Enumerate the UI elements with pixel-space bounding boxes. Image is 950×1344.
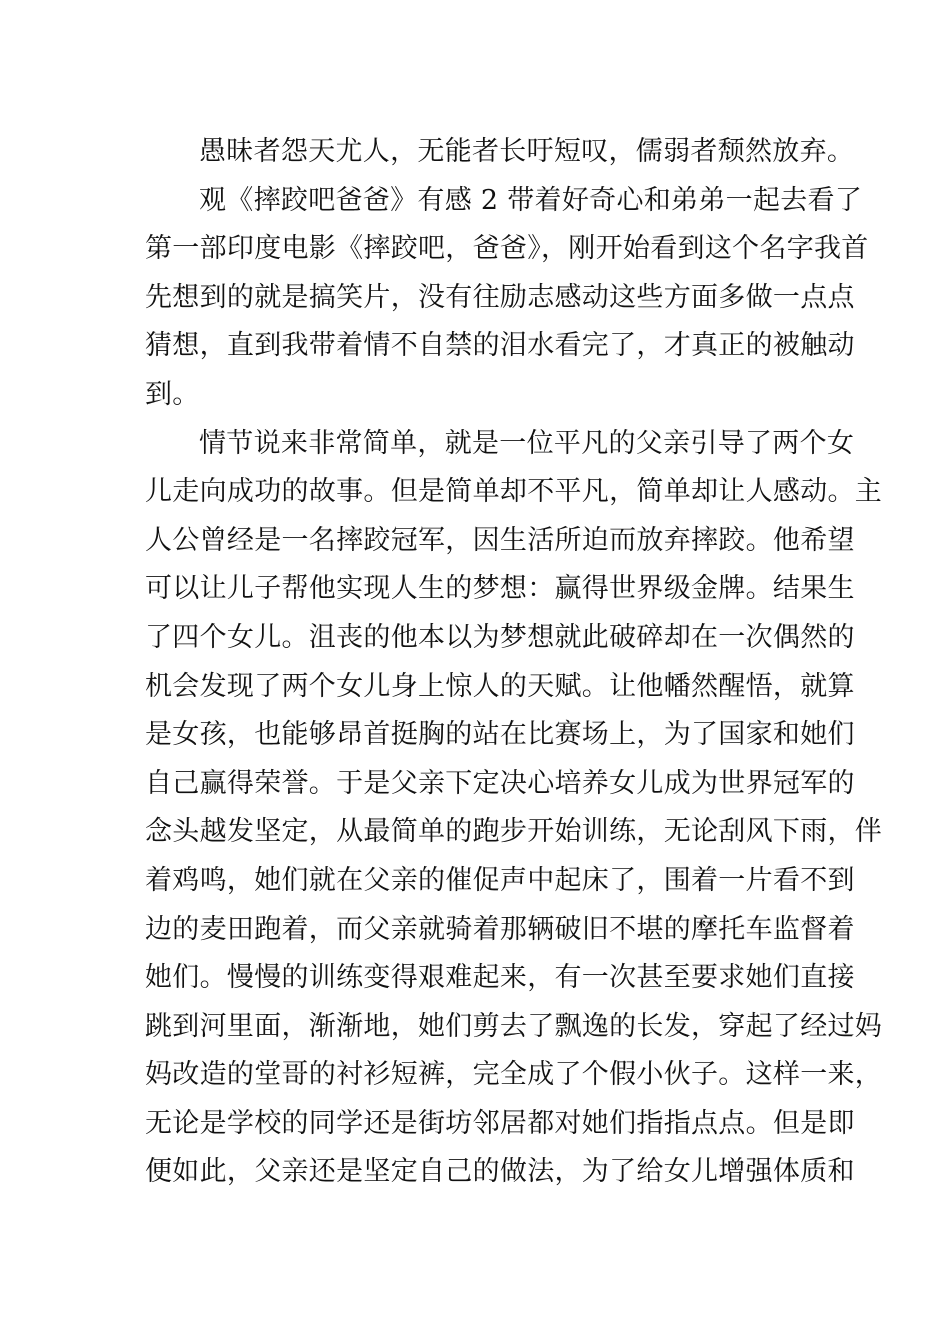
paragraph-line: 自己赢得荣誉。于是父亲下定决心培养女儿成为世界冠军的	[145, 767, 855, 799]
paragraph-line: 着鸡鸣，她们就在父亲的催促声中起床了，围着一片看不到	[145, 864, 855, 896]
paragraph-line: 可以让儿子帮他实现人生的梦想：赢得世界级金牌。结果生	[145, 573, 855, 605]
paragraph-line: 儿走向成功的故事。但是简单却不平凡，简单却让人感动。主	[145, 476, 883, 508]
paragraph-line: 第一部印度电影《摔跤吧，爸爸》，刚开始看到这个名字我首	[145, 233, 869, 265]
paragraph-line: 了四个女儿。沮丧的他本以为梦想就此破碎却在一次偶然的	[145, 621, 855, 653]
paragraph-line: 是女孩，也能够昂首挺胸的站在比赛场上，为了国家和她们	[145, 719, 855, 751]
paragraph-line: 情节说来非常简单，就是一位平凡的父亲引导了两个女	[199, 427, 855, 459]
paragraph-line: 无论是学校的同学还是街坊邻居都对她们指指点点。但是即	[145, 1107, 855, 1139]
paragraph-line: 妈改造的堂哥的衬衫短裤，完全成了个假小伙子。这样一来，	[145, 1059, 883, 1091]
paragraph-line: 便如此，父亲还是坚定自己的做法，为了给女儿增强体质和	[145, 1156, 855, 1188]
paragraph-line: 人公曾经是一名摔跤冠军，因生活所迫而放弃摔跤。他希望	[145, 524, 855, 556]
paragraph-line: 猜想，直到我带着情不自禁的泪水看完了，才真正的被触动	[145, 330, 855, 362]
paragraph-line: 念头越发坚定，从最简单的跑步开始训练，无论刮风下雨，伴	[145, 816, 883, 848]
paragraph-line: 愚昧者怨天尤人，无能者长吁短叹，儒弱者颓然放弃。	[199, 136, 855, 167]
paragraph-line: 先想到的就是搞笑片，没有往励志感动这些方面多做一点点	[145, 281, 855, 313]
paragraph-line: 到。	[145, 378, 200, 410]
paragraph-line: 她们。慢慢的训练变得艰难起来，有一次甚至要求她们直接	[145, 962, 855, 994]
body-text	[145, 128, 883, 1197]
paragraph-line: 跳到河里面，渐渐地，她们剪去了飘逸的长发，穿起了经过妈	[145, 1010, 883, 1042]
paragraph-line: 边的麦田跑着，而父亲就骑着那辆破旧不堪的摩托车监督着	[145, 913, 855, 945]
paragraph-line: 机会发现了两个女儿身上惊人的天赋。让他幡然醒悟，就算	[145, 670, 855, 702]
paragraph-line: 观《摔跤吧爸爸》有感 2 带着好奇心和弟弟一起去看了	[199, 184, 863, 216]
